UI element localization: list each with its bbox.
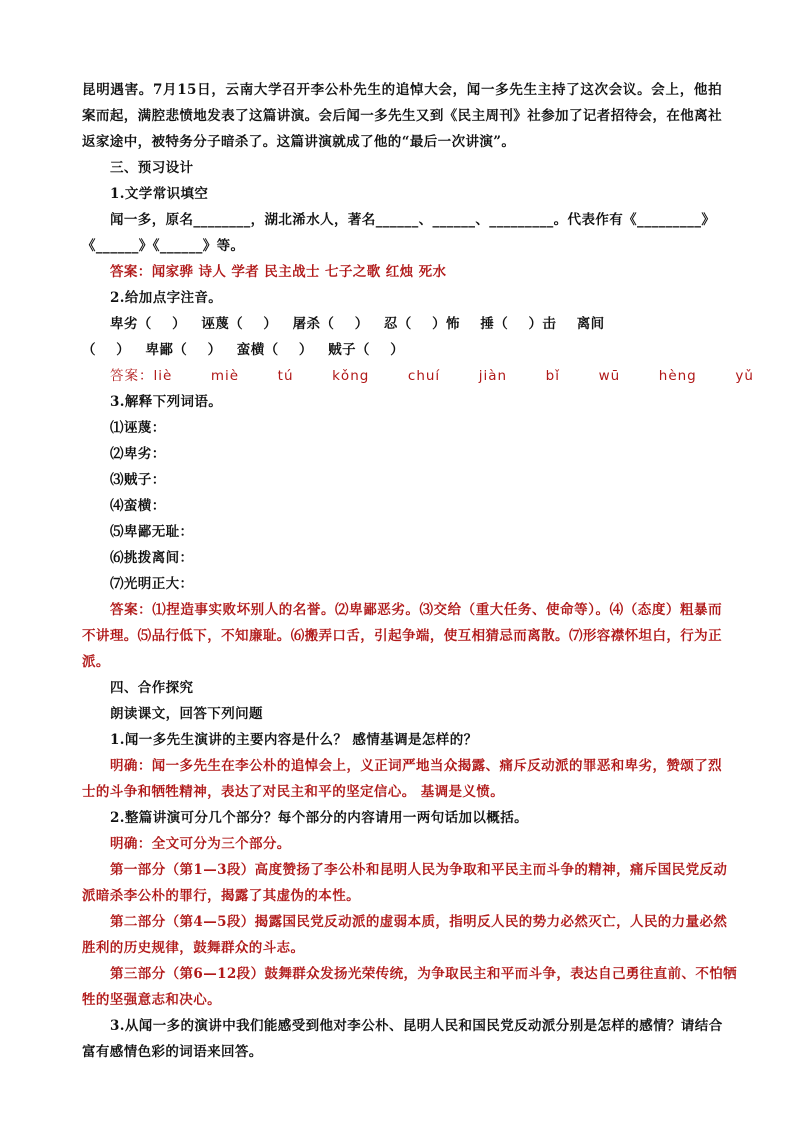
section-heading-explore: 四、合作探究: [110, 680, 194, 696]
part-3-line-1: 第三部分（第6—12段）鼓舞群众发扬光荣传统，为争取民主和平而斗争，表达自己勇往直前、不怕牺: [110, 966, 738, 982]
explore-question-3-line-2: 富有感情色彩的词语来回答。: [82, 1044, 263, 1060]
explore-answer-1-line-1: 明确：闻一多先生在李公朴的追悼会上，义正词严地当众揭露、痛斥反动派的罪恶和卑劣，赞颂了烈: [110, 758, 722, 774]
question-2-line-2: （ ） 卑鄙（ ） 蛮横（ ） 贼子（ ）: [82, 342, 405, 358]
term-7: ⑺光明正大：: [110, 576, 194, 592]
question-3-title: 3.解释下列词语。: [110, 394, 223, 410]
part-2-line-1: 第二部分（第4—5段）揭露国民党反动派的虚弱本质，指明反人民的势力必然灭亡，人民的力量必然: [110, 914, 728, 930]
term-1: ⑴诬蔑：: [110, 420, 166, 436]
section-heading-preview: 三、预习设计: [110, 160, 194, 176]
answer-3-line-3: 派。: [82, 654, 110, 670]
explore-instruction: 朗读课文，回答下列问题: [110, 706, 263, 722]
explore-answer-1-line-2: 士的斗争和牺牲精神，表达了对民主和平的坚定信心。 基调是义愤。: [82, 784, 505, 800]
intro-line-1: 昆明遇害。7月15日，云南大学召开李公朴先生的追悼大会，闻一多先生主持了这次会议。会上，他拍: [82, 82, 722, 98]
intro-line-3: 返家途中，被特务分子暗杀了。这篇讲演就成了他的“最后一次讲演”。: [82, 134, 516, 150]
answer-1: 答案：闻家骅 诗人 学者 民主战士 七子之歌 红烛 死水: [110, 264, 447, 280]
question-1-line-1: 闻一多，原名________，湖北浠水人，著名______、______、_________。代表作有《_________》: [110, 212, 716, 228]
term-6: ⑹挑拨离间：: [110, 550, 194, 566]
answer-3-line-1: 答案：⑴捏造事实败坏别人的名誉。⑵卑鄙恶劣。⑶交给（重大任务、使命等）。⑷（态度）粗暴而: [110, 602, 722, 618]
question-2-title: 2.给加点字注音。: [110, 290, 223, 306]
intro-line-2: 案而起，满腔悲愤地发表了这篇讲演。会后闻一多先生又到《民主周刊》社参加了记者招待会，在他离社: [82, 108, 722, 124]
explore-question-2: 2.整篇讲演可分几个部分？每个部分的内容请用一两句话加以概括。: [110, 810, 528, 826]
explore-answer-2-intro: 明确：全文可分为三个部分。: [110, 836, 291, 852]
term-3: ⑶贼子：: [110, 472, 166, 488]
part-1-line-1: 第一部分（第1—3段）高度赞扬了李公朴和昆明人民为争取和平民主而斗争的精神，痛斥国民党反动: [110, 862, 728, 878]
explore-question-3-line-1: 3.从闻一多的演讲中我们能感受到他对李公朴、昆明人民和国民党反动派分别是怎样的感情？请结合: [110, 1018, 723, 1034]
explore-question-1: 1.闻一多先生演讲的主要内容是什么？ 感情基调是怎样的？: [110, 732, 478, 748]
part-2-line-2: 胜利的历史规律，鼓舞群众的斗志。: [82, 940, 305, 956]
term-2: ⑵卑劣：: [110, 446, 166, 462]
question-2-line-1: 卑劣（ ） 诬蔑（ ） 屠杀（ ） 忍（ ）怖 捶（ ）击 离间: [110, 316, 605, 332]
part-3-line-2: 牲的坚强意志和决心。: [82, 992, 221, 1008]
term-5: ⑸卑鄙无耻：: [110, 524, 194, 540]
term-4: ⑷蛮横：: [110, 498, 166, 514]
part-1-line-2: 派暗杀李公朴的罪行，揭露了其虚伪的本性。: [82, 888, 360, 904]
answer-3-line-2: 不讲理。⑸品行低下，不知廉耻。⑹搬弄口舌，引起争端，使互相猜忌而离散。⑺形容襟怀坦白，行为正: [82, 628, 722, 644]
question-1-title: 1.文学常识填空: [110, 186, 209, 202]
answer-2: 答案：liè miè tú kǒng chuí jiàn bǐ wū hèng yǔ: [110, 368, 754, 384]
question-1-line-2: 《______》《______》等。: [82, 238, 245, 254]
